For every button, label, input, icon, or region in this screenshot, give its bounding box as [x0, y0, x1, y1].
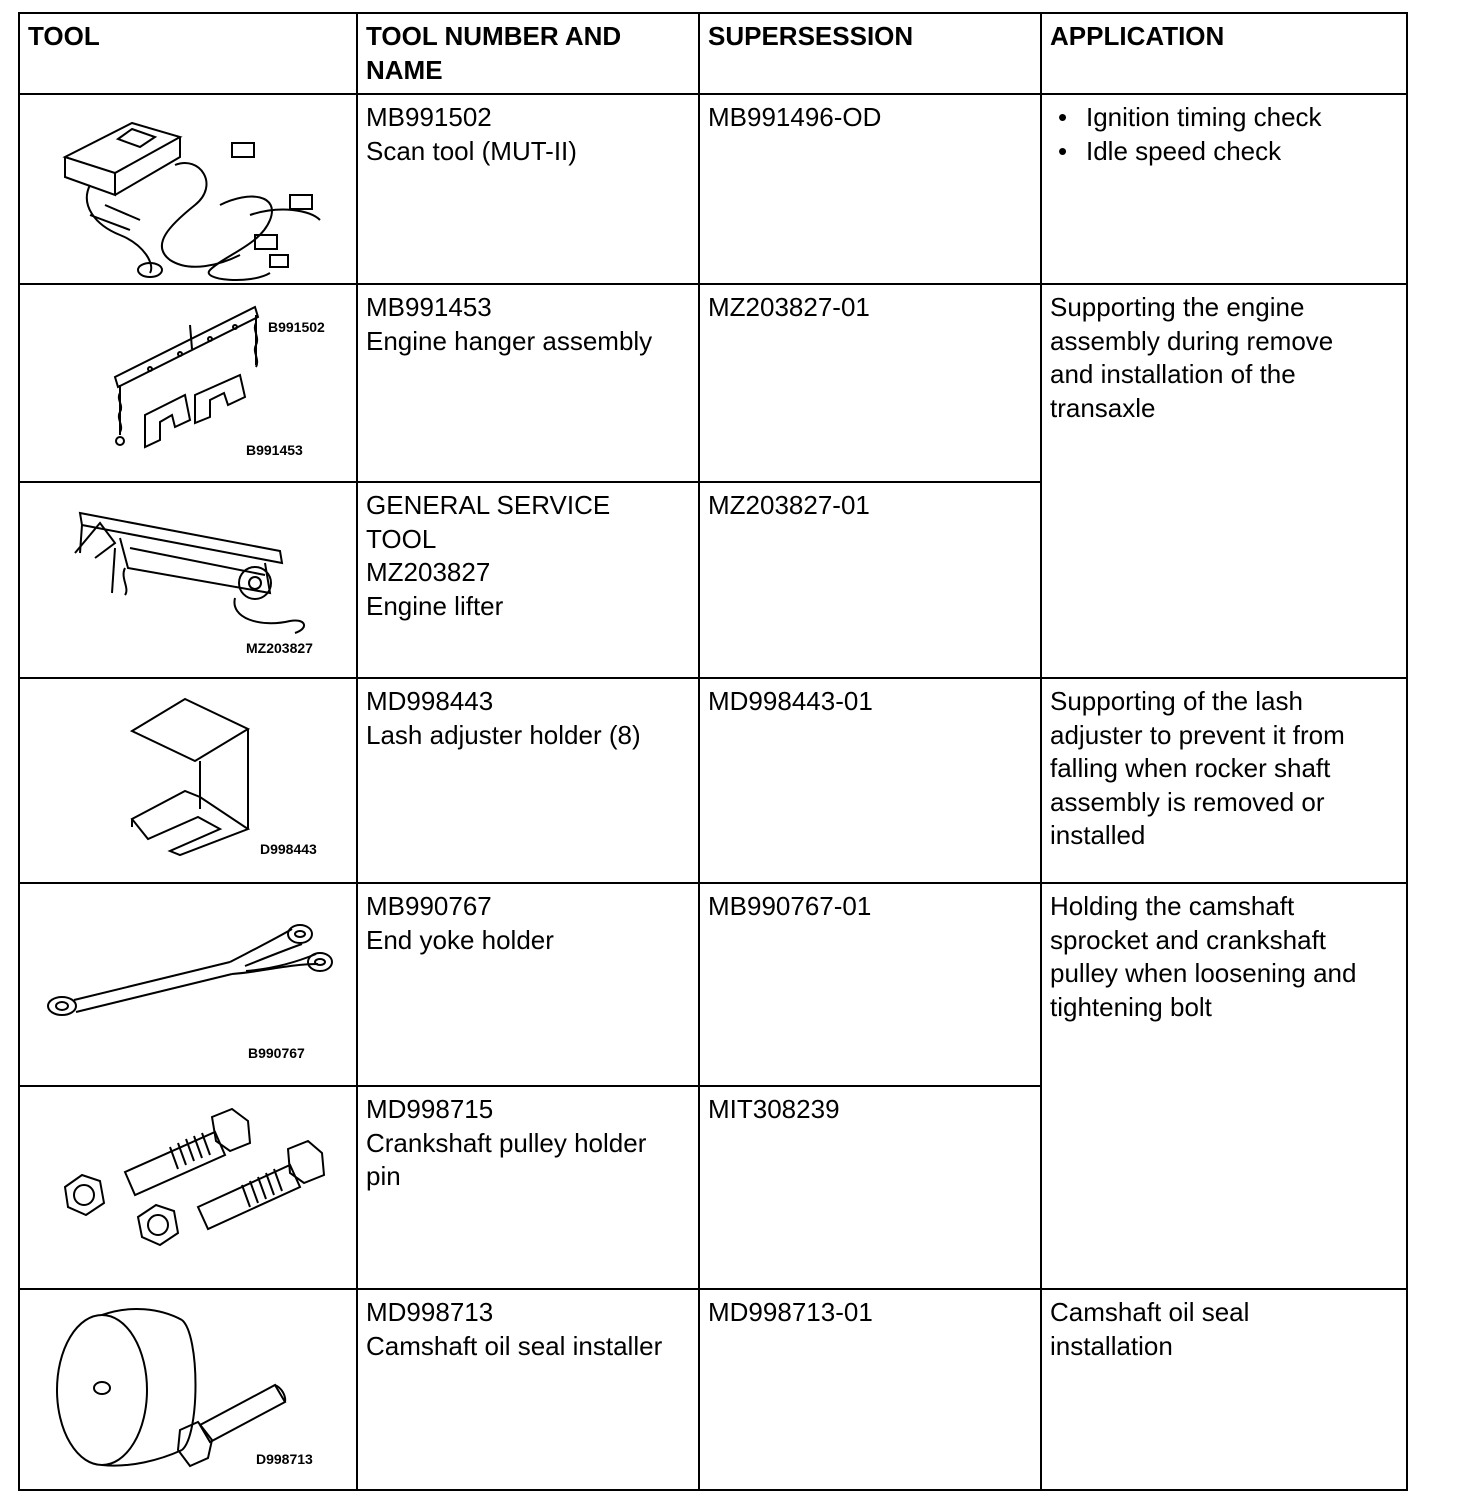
tool-image-cell — [19, 1086, 357, 1289]
table-row — [19, 678, 1407, 883]
tool-image-cell — [19, 482, 357, 678]
header-supersession: SUPERSESSION — [699, 13, 1041, 94]
tool-number-cell: MB991502 Scan tool (MUT-II) — [357, 94, 699, 284]
application-cell: Supporting the engine assembly during remove and installation of the transaxle — [1041, 284, 1407, 678]
header-tool-number-name: TOOL NUMBER AND NAME — [357, 13, 699, 94]
header-application: APPLICATION — [1041, 13, 1407, 94]
tool-image-cell — [19, 678, 357, 883]
end-yoke-holder-icon — [20, 884, 356, 1085]
application-bullet: • Idle speed check — [1050, 135, 1398, 169]
tool-image-code: B990767 — [248, 1045, 305, 1061]
tool-image-code: B991502 — [268, 319, 325, 335]
special-tools-table — [18, 12, 1408, 1491]
tool-image-cell — [19, 94, 357, 335]
supersession-cell: MD998443-01 — [699, 678, 1041, 883]
supersession-cell: MD998713-01 — [699, 1289, 1041, 1490]
pulley-holder-pin-icon — [20, 1087, 356, 1288]
supersession-cell: MIT308239 — [699, 1086, 1041, 1289]
application-cell: Supporting of the lash adjuster to prevent it from falling when rocker shaft assembly is removed or installed — [1041, 678, 1407, 883]
tool-image-code: D998443 — [260, 841, 317, 857]
supersession-cell: MZ203827-01 — [699, 284, 1041, 482]
tool-image-code: B991453 — [246, 442, 303, 458]
tool-image-cell — [19, 1289, 357, 1490]
engine-hanger-icon — [20, 285, 356, 481]
tool-number-cell: MB991453 Engine hanger assembly — [357, 284, 699, 482]
header-row — [19, 13, 1407, 94]
supersession-cell: MB991496-OD — [699, 94, 1041, 284]
tool-number-cell: MB990767 End yoke holder — [357, 883, 699, 1086]
application-cell — [1041, 94, 1407, 284]
table-row — [19, 284, 1407, 482]
tool-image-code: MZ203827 — [246, 640, 313, 656]
tool-image-cell — [19, 284, 357, 482]
application-cell: Holding the camshaft sprocket and crankshaft pulley when loosening and tightening bolt — [1041, 883, 1407, 1289]
tool-number-cell: MD998713 Camshaft oil seal installer — [357, 1289, 699, 1490]
supersession-cell: MB990767-01 — [699, 883, 1041, 1086]
application-bullet: • Ignition timing check — [1050, 101, 1398, 135]
header-tool: TOOL — [19, 13, 357, 94]
table-row — [19, 883, 1407, 1086]
table-row — [19, 94, 1407, 284]
application-cell: Camshaft oil seal installation — [1041, 1289, 1407, 1490]
scan-tool-icon — [20, 95, 356, 283]
tool-number-cell: MD998443 Lash adjuster holder (8) — [357, 678, 699, 883]
tool-image-code: D998713 — [256, 1451, 313, 1467]
tool-image-cell — [19, 883, 357, 1086]
tool-number-cell: GENERAL SERVICE TOOL MZ203827 Engine lifter — [357, 482, 699, 678]
supersession-cell: MZ203827-01 — [699, 482, 1041, 678]
table-row — [19, 1289, 1407, 1490]
tool-number-cell: MD998715 Crankshaft pulley holder pin — [357, 1086, 699, 1289]
